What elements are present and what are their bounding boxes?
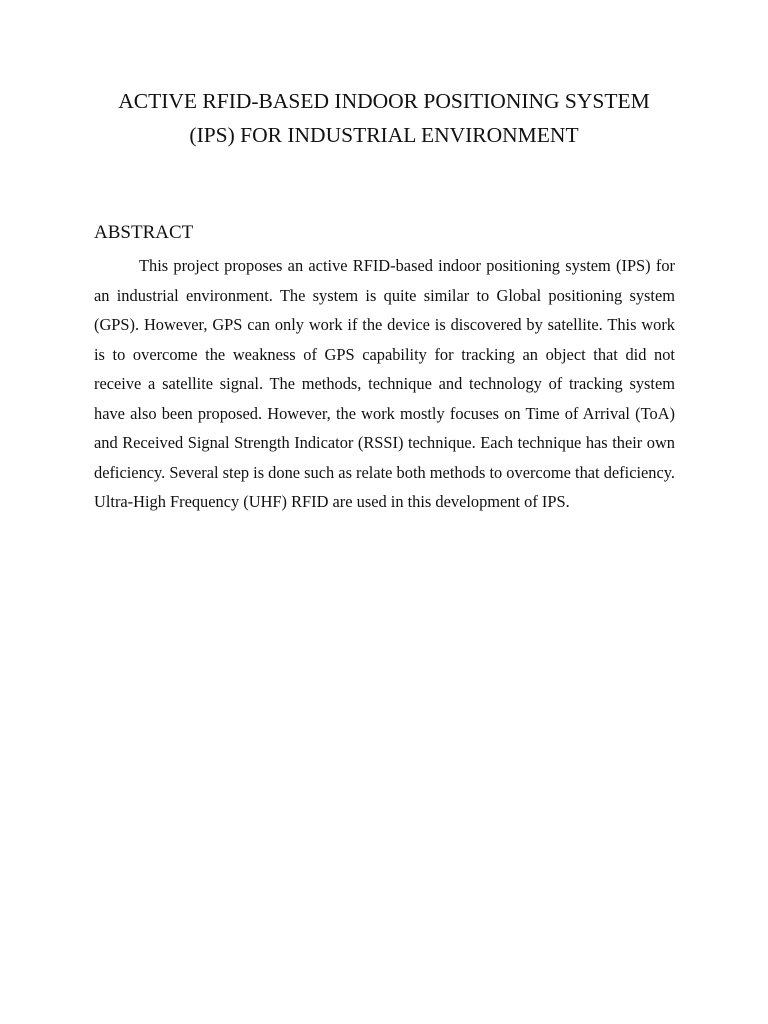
abstract-heading: ABSTRACT bbox=[94, 222, 194, 243]
document-title-line-1: ACTIVE RFID-BASED INDOOR POSITIONING SYSTEM bbox=[118, 89, 650, 113]
document-title bbox=[60, 84, 708, 152]
document-title-line-2: (IPS) FOR INDUSTRIAL ENVIRONMENT bbox=[189, 123, 579, 147]
abstract-paragraph: This project proposes an active RFID-based indoor positioning system (IPS) for an industrial environment. The system is quite similar to Global positioning system (GPS). However, GPS can only work if the device is discovered by satellite. This work is to overcome the weakness of GPS capability for tracking an object that did not receive a satellite signal. The methods, technique and technology of tracking system have also been proposed. However, the work mostly focuses on Time of Arrival (ToA) and Received Signal Strength Indicator (RSSI) technique. Each technique has their own deficiency. Several step is done such as relate both methods to overcome that deficiency. Ultra-High Frequency (UHF) RFID are used in this development of IPS. bbox=[94, 256, 675, 511]
